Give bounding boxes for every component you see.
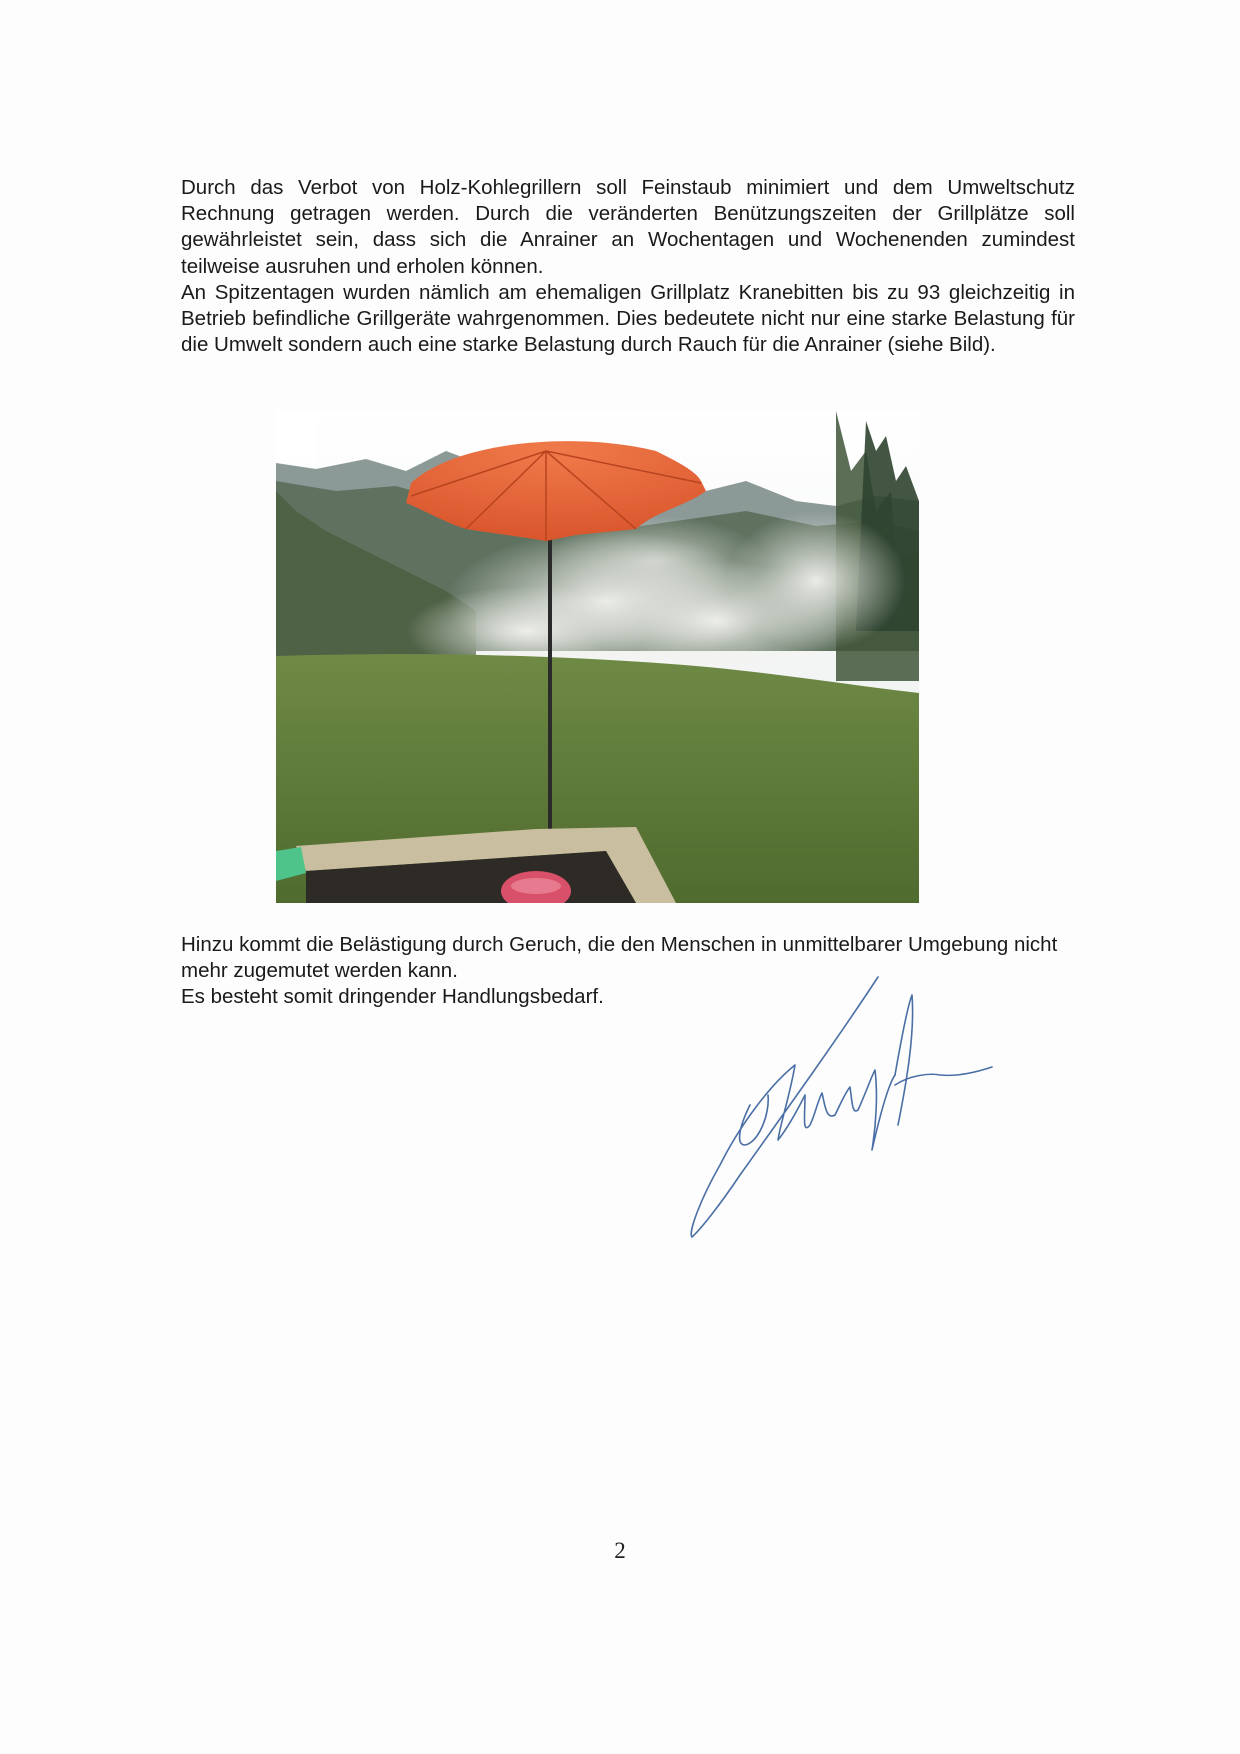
paragraph: Hinzu kommt die Belästigung durch Geruch, die den Menschen in unmittelbarer Umgebung nicht mehr zugemutet werden kann. [181, 933, 1058, 983]
page-number: 2 [614, 1538, 626, 1563]
body-text-top [181, 175, 1075, 358]
paragraph: An Spitzentagen wurden nämlich am ehemaligen Grillplatz Kranebitten bis zu 93 gleichzeitig in Betrieb befindliche Grillgeräte wahrgenommen. Dies bedeutete nicht nur eine starke Belastung für die Umwelt sondern auch eine starke Belastung durch Rauch für die Anrainer (siehe Bild). [181, 280, 1075, 357]
paragraph: Es besteht somit dringender Handlungsbedarf. [181, 985, 604, 1009]
paragraph: Durch das Verbot von Holz-Kohlegrillern soll Feinstaub minimiert und dem Umweltschutz Rechnung getragen werden. Durch die veränderten Benützungszeiten der Grillplätze soll gewährleistet sein, dass sich die Anrainer an Wochentagen und Wochenenden zumindest teilweise ausruhen und erholen können. [181, 176, 1075, 278]
smoke-photo [276, 411, 919, 903]
signature [640, 975, 1010, 1240]
